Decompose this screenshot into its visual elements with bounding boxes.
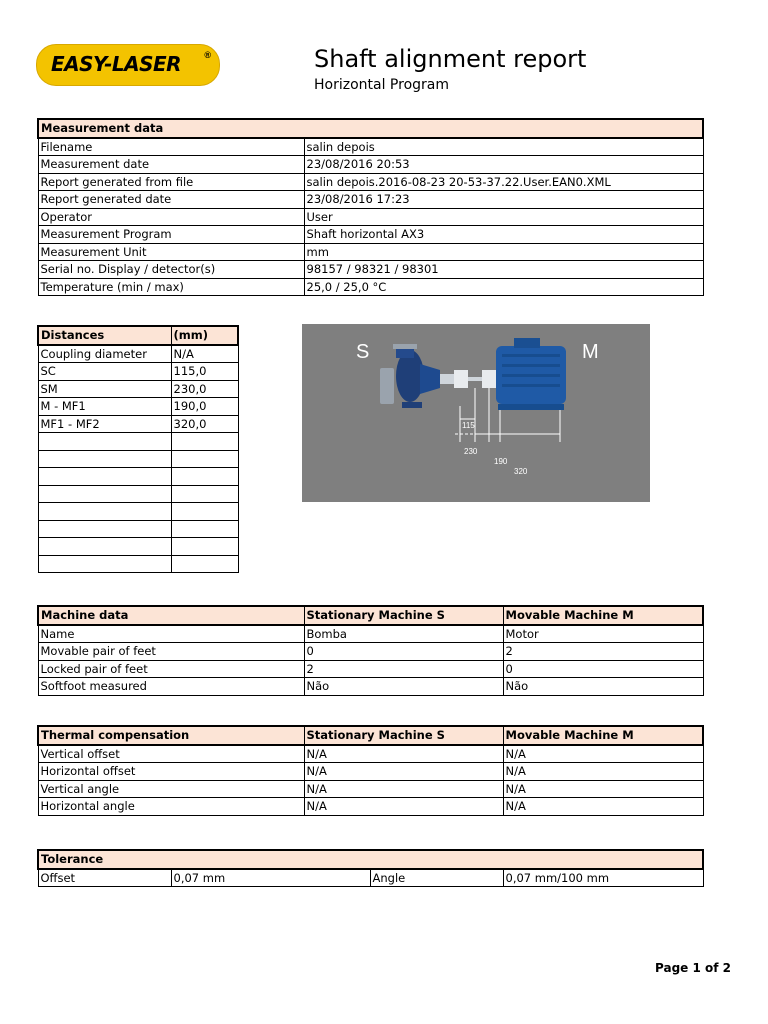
stationary-label: S [356,341,370,363]
table-row [38,798,703,816]
row-value-s: 2 [304,660,503,678]
row-value: 25,0 / 25,0 °C [304,278,703,296]
row-label: SC [38,363,171,381]
offset-label: Offset [38,869,171,887]
dimension-320: 320 [514,467,528,476]
empty-row [38,520,238,538]
table-row [38,380,238,398]
thermal-compensation-table [37,725,704,816]
page-number: Page 1 of 2 [655,961,731,975]
row-label: Softfoot measured [38,678,304,696]
table-row [38,745,703,763]
column-stationary: Stationary Machine S [304,606,503,625]
table-row [38,363,238,381]
empty-row [38,450,238,468]
row-value-s: N/A [304,798,503,816]
tolerance-table [37,849,704,887]
row-label: Vertical angle [38,780,304,798]
row-value-s: Não [304,678,503,696]
laser-unit-m [482,370,496,388]
report-subtitle: Horizontal Program [314,77,450,93]
table-row [38,345,238,363]
row-value: N/A [171,345,238,363]
empty-row [38,503,238,521]
empty-row [38,555,238,573]
table-row [38,261,703,279]
row-label: Horizontal offset [38,763,304,781]
table-row [38,660,703,678]
laser-unit-s [454,370,468,388]
table-row [38,763,703,781]
row-label: MF1 - MF2 [38,415,171,433]
row-label: M - MF1 [38,398,171,416]
dimension-115: 115 [462,421,475,430]
machine-diagram [302,324,650,502]
row-value: Shaft horizontal AX3 [304,226,703,244]
row-value: 23/08/2016 20:53 [304,156,703,174]
motor-icon [496,338,566,410]
row-label: Report generated from file [38,173,304,191]
shaft-coupling [468,377,482,381]
row-value-m: N/A [503,763,703,781]
column-movable: Movable Machine M [503,726,703,745]
row-value-m: 2 [503,643,703,661]
empty-row [38,538,238,556]
thermal-header [38,726,703,745]
empty-row [38,485,238,503]
distances-heading: Distances [38,326,171,345]
table-row [38,191,703,209]
row-label: Report generated date [38,191,304,209]
row-label: SM [38,380,171,398]
row-value-m: 0 [503,660,703,678]
table-row [38,643,703,661]
angle-value: 0,07 mm/100 mm [503,869,703,887]
row-label: Temperature (min / max) [38,278,304,296]
table-row [38,398,238,416]
row-value: 190,0 [171,398,238,416]
row-value: User [304,208,703,226]
row-value: 230,0 [171,380,238,398]
empty-row [38,468,238,486]
measurement-data-table [37,118,704,296]
measurement-data-heading: Measurement data [38,119,703,138]
machine-data-heading: Machine data [38,606,304,625]
row-label: Measurement Program [38,226,304,244]
row-value: salin depois.2016-08-23 20-53-37.22.User.EAN0.XML [304,173,703,191]
row-label: Coupling diameter [38,345,171,363]
measurement-data-header [38,119,703,138]
distances-header [38,326,238,345]
row-label: Locked pair of feet [38,660,304,678]
row-label: Horizontal angle [38,798,304,816]
table-row [38,173,703,191]
row-value-m: N/A [503,798,703,816]
row-value-s: 0 [304,643,503,661]
row-value-s: N/A [304,763,503,781]
row-value: 115,0 [171,363,238,381]
empty-row [38,433,238,451]
table-row [38,208,703,226]
machine-data-table [37,605,704,696]
row-value: mm [304,243,703,261]
row-label: Measurement date [38,156,304,174]
dimension-190: 190 [494,457,508,466]
row-value: salin depois [304,138,703,156]
row-value-m: N/A [503,780,703,798]
table-row [38,226,703,244]
row-label: Operator [38,208,304,226]
tolerance-header [38,850,703,869]
machine-data-header [38,606,703,625]
row-label: Serial no. Display / detector(s) [38,261,304,279]
dimension-230: 230 [464,447,478,456]
table-row [38,780,703,798]
row-value: 98157 / 98321 / 98301 [304,261,703,279]
table-row [38,625,703,643]
logo-registered-mark: ® [204,50,211,60]
angle-label: Angle [370,869,503,887]
row-label: Measurement Unit [38,243,304,261]
easy-laser-logo [36,44,220,86]
report-title: Shaft alignment report [314,45,587,73]
table-row [38,278,703,296]
table-row [38,156,703,174]
row-label: Movable pair of feet [38,643,304,661]
logo-text: EASY-LASER [51,52,182,76]
row-value-s: N/A [304,780,503,798]
row-value-m: Motor [503,625,703,643]
thermal-heading: Thermal compensation [38,726,304,745]
column-stationary: Stationary Machine S [304,726,503,745]
row-value-s: Bomba [304,625,503,643]
table-row [38,415,238,433]
row-value: 23/08/2016 17:23 [304,191,703,209]
distances-table [37,325,239,573]
table-row [38,138,703,156]
movable-label: M [582,341,599,363]
table-row [38,243,703,261]
row-value: 320,0 [171,415,238,433]
row-label: Vertical offset [38,745,304,763]
row-value-m: Não [503,678,703,696]
tolerance-heading: Tolerance [38,850,703,869]
table-row [38,869,703,887]
row-label: Filename [38,138,304,156]
offset-value: 0,07 mm [171,869,370,887]
row-value-m: N/A [503,745,703,763]
row-value-s: N/A [304,745,503,763]
column-movable: Movable Machine M [503,606,703,625]
table-row [38,678,703,696]
row-label: Name [38,625,304,643]
distances-unit: (mm) [171,326,238,345]
